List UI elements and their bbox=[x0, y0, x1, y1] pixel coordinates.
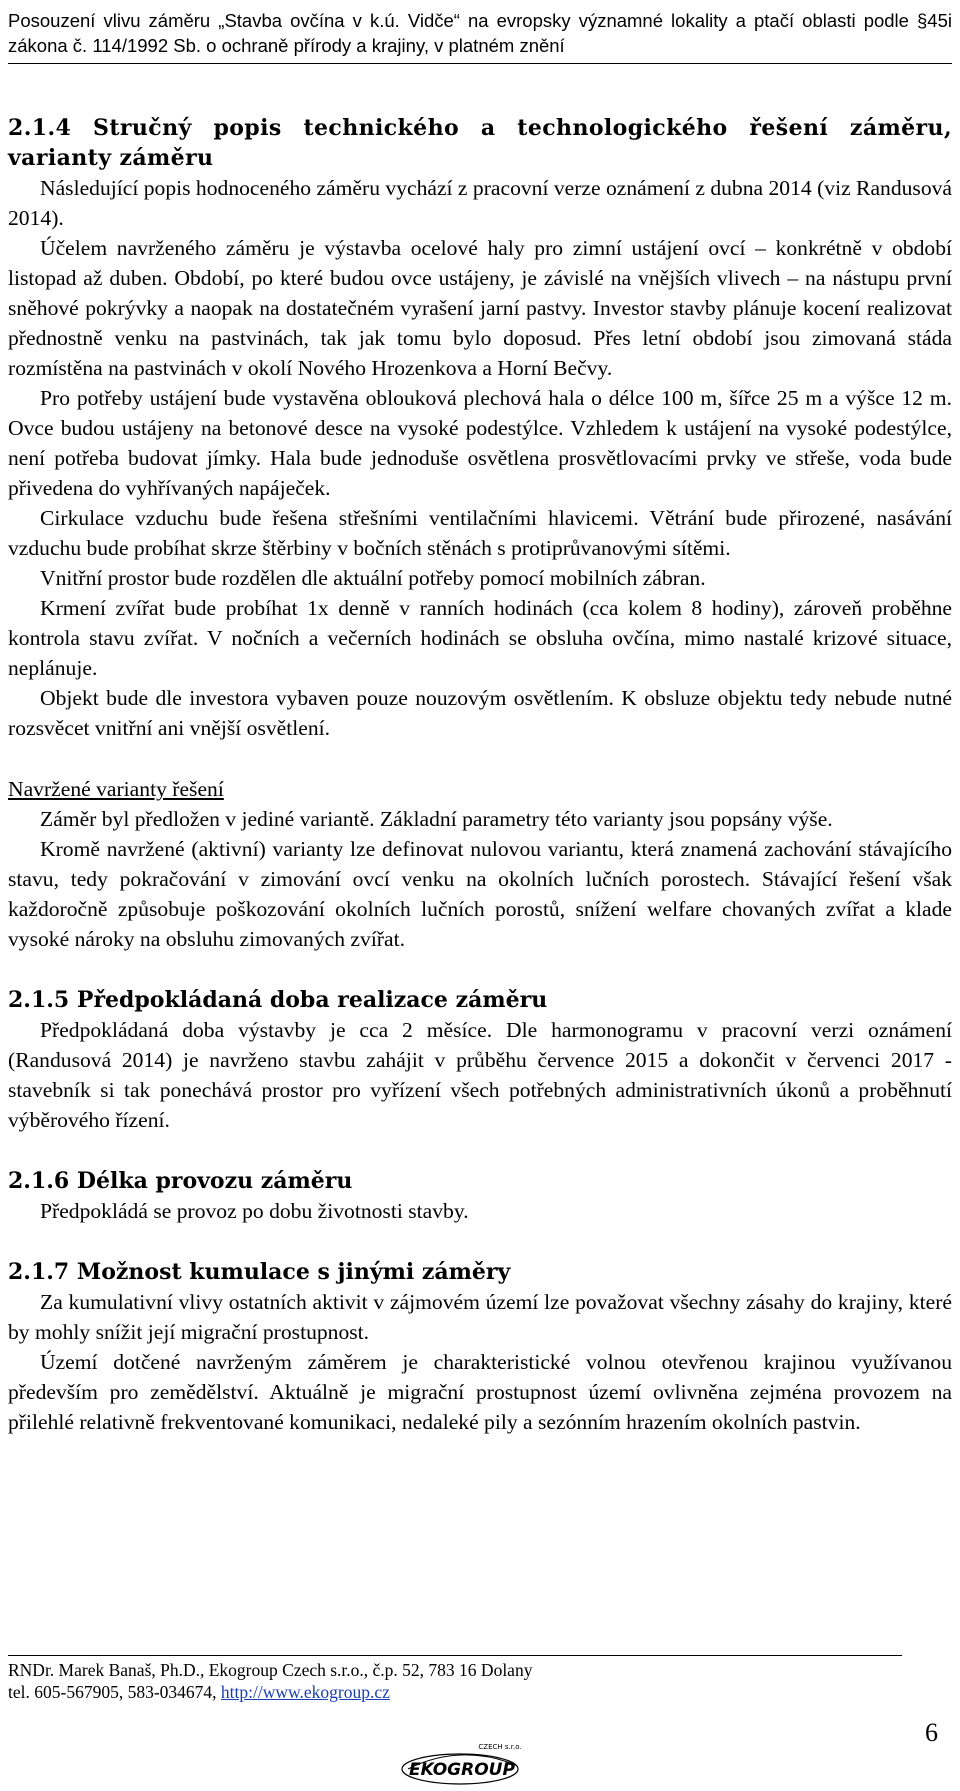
page-number: 6 bbox=[925, 1718, 938, 1747]
footer-contact bbox=[8, 1681, 952, 1703]
footer-address: RNDr. Marek Banaš, Ph.D., Ekogroup Czech s.r.o., č.p. 52, 783 16 Dolany bbox=[8, 1660, 533, 1680]
paragraph: Krmení zvířat bude probíhat 1x denně v ranních hodinách (cca kolem 8 hodiny), zároveň proběhne kontrola stavu zvířat. V nočních a večerních hodinách se obsluha ovčína, mimo nastalé krizové situace, neplánuje. bbox=[8, 596, 952, 680]
logo-wordmark: EKOGROUP bbox=[409, 1760, 515, 1780]
paragraph: Za kumulativní vlivy ostatních aktivit v zájmovém území lze považovat všechny zásahy do krajiny, které by mohly snížit její migrační prostupnost. bbox=[8, 1290, 952, 1344]
paragraph: Předpokládá se provoz po dobu životnosti stavby. bbox=[40, 1199, 469, 1223]
footer-divider bbox=[8, 1655, 902, 1656]
footer-phone: tel. 605-567905, 583-034674, bbox=[8, 1682, 221, 1702]
section-heading-2-1-7: 2.1.7 Možnost kumulace s jinými záměry bbox=[8, 1259, 511, 1285]
footer-website-link[interactable]: http://www.ekogroup.cz bbox=[220, 1682, 390, 1702]
paragraph: Objekt bude dle investora vybaven pouze nouzovým osvětlením. K obsluze objektu tedy nebude nutné rozsvěcet vnitřní ani vnější osvětlení. bbox=[8, 686, 952, 740]
page-footer bbox=[8, 1655, 952, 1703]
paragraph: Území dotčené navrženým záměrem je charakteristické volnou otevřenou krajinou využívanou především pro zemědělství. Aktuálně je migrační prostupnost území ovlivněna zejména provozem na přilehlé relativně frekventované komunikaci, nedaleké pily a sezónním hrazením okolních pastvin. bbox=[8, 1350, 952, 1434]
section-heading-2-1-4: 2.1.4 Stručný popis technického a technologického řešení záměru, varianty záměru bbox=[8, 115, 952, 171]
ekogroup-logo bbox=[400, 1739, 526, 1787]
paragraph: Předpokládaná doba výstavby je cca 2 měsíce. Dle harmonogramu v pracovní verzi oznámení (Randusová 2014) je navrženo stavbu zahájit v průběhu července 2015 a dokončit v červenci 2017 - stavebník si tak ponechává prostor pro vyřízení všech potřebných administrativních úkonů a proběhnutí výběrového řízení. bbox=[8, 1018, 952, 1132]
paragraph: Vnitřní prostor bude rozdělen dle aktuální potřeby pomocí mobilních zábran. bbox=[40, 566, 706, 590]
subsection-heading-variants: Navržené varianty řešení bbox=[8, 777, 224, 801]
paragraph: Účelem navrženého záměru je výstavba ocelové haly pro zimní ustájení ovcí – konkrétně v období listopad až duben. Období, po které budou ovce ustájeny, je závislé na vnějších vlivech – na nástupu první sněhové pokrývky a naopak na dostatečném vyrašení jarní pastvy. Investor stavby plánuje kocení realizovat přednostně venku na pastvinách, tak jak tomu bylo doposud. Přes letní období jsou zimovaná stáda rozmístěna na pastvinách v okolí Nového Hrozenkova a Horní Bečvy. bbox=[8, 236, 952, 380]
main-content bbox=[8, 113, 952, 1437]
running-header: Posouzení vlivu záměru „Stavba ovčína v k.ú. Vidče“ na evropsky významné lokality a ptačí oblasti podle §45i zákona č. 114/1992 Sb. o ochraně přírody a krajiny, v platném znění bbox=[8, 8, 952, 64]
paragraph: Pro potřeby ustájení bude vystavěna oblouková plechová hala o délce 100 m, šířce 25 m a výšce 12 m. Ovce budou ustájeny na betonové desce na vysoké podestýlce. Vzhledem k ustájení na vysoké podestýlce, není potřeba budovat jímky. Hala bude jednoduše osvětlena prosvětlovacími prvky ve střeše, voda bude přivedena do vyhřívaných napáječek. bbox=[8, 386, 952, 500]
section-heading-2-1-6: 2.1.6 Délka provozu záměru bbox=[8, 1168, 353, 1194]
paragraph: Záměr byl předložen v jediné variantě. Základní parametry této varianty jsou popsány výše. bbox=[40, 807, 833, 831]
paragraph: Následující popis hodnoceného záměru vychází z pracovní verze oznámení z dubna 2014 (viz Randusová 2014). bbox=[8, 176, 953, 230]
paragraph: Cirkulace vzduchu bude řešena střešními ventilačními hlavicemi. Větrání bude přirozené, nasávání vzduchu bude probíhat skrze štěrbiny v bočních stěnách s protiprůvanovými sítěmi. bbox=[8, 506, 952, 560]
paragraph: Kromě navržené (aktivní) varianty lze definovat nulovou variantu, která znamená zachování stávajícího stavu, tedy pokračování v zimování ovcí venku na okolních lučních porostech. Stávající řešení však každoročně způsobuje poškozování okolních lučních porostů, snížení welfare chovaných zvířat a klade vysoké nároky na obsluhu zimovaných zvířat. bbox=[8, 837, 952, 951]
logo-subtext: CZECH s.r.o. bbox=[478, 1743, 522, 1751]
section-heading-2-1-5: 2.1.5 Předpokládaná doba realizace záměru bbox=[8, 987, 548, 1013]
